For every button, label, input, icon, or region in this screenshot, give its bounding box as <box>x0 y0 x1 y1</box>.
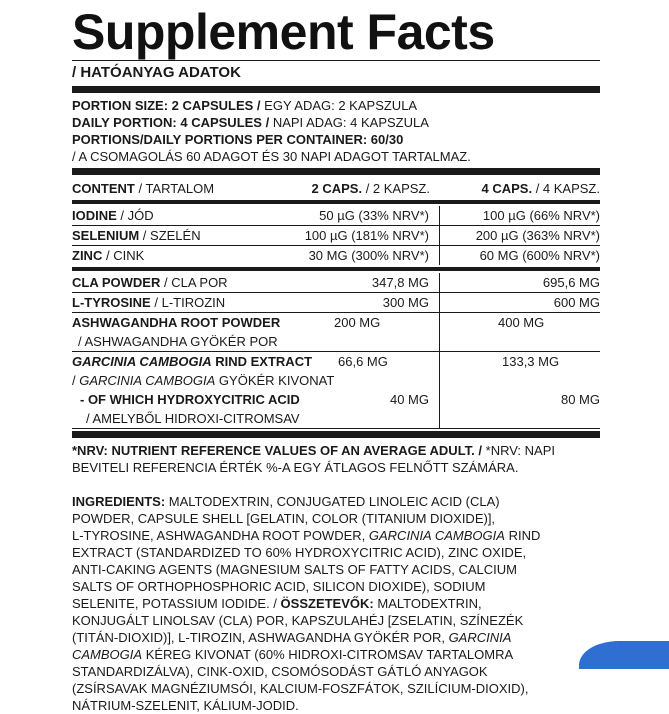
nutrient-name: SELENIUM <box>72 228 140 243</box>
nutrient-name-hu: / ASHWAGANDHA GYÖKÉR POR <box>78 334 278 349</box>
nutrient-name-hu: / SZELÉN <box>142 228 201 243</box>
content-hu: / TARTALOM <box>138 181 215 196</box>
ingredients-text: KÉREG KIVONAT (60% HIDROXI-CITROMSAV TARTALOMRA <box>145 647 514 662</box>
table-row-sub <box>72 409 600 428</box>
nutrient-name-hu-italic: GARCINIA CAMBOGIA <box>79 373 216 388</box>
value-4-caps: 200 µG (363% NRV*) <box>475 228 600 243</box>
table-row-group <box>72 313 600 352</box>
value-2-caps: 347,8 MG <box>286 273 440 292</box>
ingredients-text: SELENITE, POTASSIUM IODIDE. / <box>72 596 277 611</box>
nutrient-name-italic: GARCINIA CAMBOGIA <box>72 354 212 369</box>
portion-size-en: PORTION SIZE: 2 CAPSULES / <box>72 98 261 113</box>
per-container-hu: / A CSOMAGOLÁS 60 ADAGOT ÉS 30 NAPI ADAGOT TARTALMAZ. <box>72 149 471 164</box>
nutrient-name-hu: / L-TIROZIN <box>154 295 226 310</box>
nutrient-name-hu: / CINK <box>105 248 145 263</box>
nutrient-name-hu: / JÓD <box>120 208 154 223</box>
nutrient-name: RIND EXTRACT <box>215 354 313 369</box>
value-4-caps: 60 MG (600% NRV*) <box>479 248 600 263</box>
value-2-caps: 50 µG (33% NRV*) <box>286 206 440 225</box>
ingredients-label: INGREDIENTS: <box>72 494 166 509</box>
ingredients-text: (TITÁN-DIOXID)], L-TIROZIN, ASHWAGANDHA GYÖKÉR POR, <box>72 630 445 645</box>
per-container-en: PORTIONS/DAILY PORTIONS PER CONTAINER: 60/30 <box>72 132 404 147</box>
ingredients-text-italic: CAMBOGIA <box>72 647 143 662</box>
nutrient-name: ZINC <box>72 248 103 263</box>
nutrient-name-hu: / CLA POR <box>163 275 228 290</box>
ingredients-text: KONJUGÁLT LINOLSAV (CLA) POR, KAPSZULAHÉJ [ZSELATIN, SZÍNEZÉK <box>72 613 524 628</box>
table-row-group <box>72 352 600 429</box>
ingredients-text-italic: GARCINIA <box>448 630 512 645</box>
table-header <box>72 179 600 198</box>
value-2-caps: 100 µG (181% NRV*) <box>286 226 440 245</box>
ingredients-text: ANTI-CAKING AGENTS (MAGNESIUM SALTS OF FATTY ACIDS, CALCIUM <box>72 562 517 577</box>
col2-hu: / 2 KAPSZ. <box>365 181 430 196</box>
daily-portion-line <box>72 114 600 131</box>
nutrient-name: ASHWAGANDHA ROOT POWDER <box>72 315 281 330</box>
subtitle: / HATÓANYAG ADATOK <box>72 64 241 81</box>
table-row <box>72 206 600 226</box>
ingredients-text: STANDARDIZÁLVA), CINK-OXID, CSOMÓSODÁST GÁTLÓ ANYAGOK <box>72 664 488 679</box>
table-row-sub <box>72 371 600 390</box>
value-4-caps: 80 MG <box>560 392 600 407</box>
ingredients-text-italic: GARCINIA CAMBOGIA <box>368 528 505 543</box>
supplement-facts-panel <box>72 0 600 714</box>
divider-thick <box>72 431 600 438</box>
nrv-note <box>72 442 600 459</box>
nrv-note-hu-line2: BEVITELI REFERENCIA ÉRTÉK %-A EGY ÁTLAGOS FELNŐTT SZÁMÁRA. <box>72 460 519 475</box>
value-2-caps: 300 MG <box>286 293 440 312</box>
value-4-caps: 100 µG (66% NRV*) <box>482 208 600 223</box>
table-row <box>72 352 600 371</box>
daily-portion-en: DAILY PORTION: 4 CAPSULES / <box>72 115 270 130</box>
table-row <box>72 390 600 409</box>
daily-portion-hu: NAPI ADAG: 4 KAPSZULA <box>272 115 429 130</box>
divider-thick <box>72 86 600 93</box>
value-2-caps: 30 MG (300% NRV*) <box>286 246 440 265</box>
nutrient-name: - OF WHICH HYDROXYCITRIC ACID <box>80 392 300 407</box>
divider-thick <box>72 168 600 175</box>
value-4-caps: 133,3 MG <box>502 354 560 369</box>
table-row <box>72 246 600 265</box>
value-2-caps: 40 MG <box>286 390 440 409</box>
ingredients-block <box>72 493 600 714</box>
value-4-caps: 600 MG <box>553 295 600 310</box>
portion-size-hu: EGY ADAG: 2 KAPSZULA <box>264 98 418 113</box>
value-2-caps: 200 MG <box>286 313 440 332</box>
value-4-caps: 400 MG <box>498 315 545 330</box>
col3-hu: / 4 KAPSZ. <box>535 181 600 196</box>
content-en: CONTENT <box>72 181 135 196</box>
ingredients-text: MALTODEXTRIN, <box>377 596 482 611</box>
value-2-caps: 66,6 MG <box>286 352 440 371</box>
ingredients-text: (ZSÍRSAVAK MAGNÉZIUMSÓI, KALCIUM-FOSZFÁTOK, SZILÍCIUM-DIOXID), <box>72 681 529 696</box>
ingredients-text: SALTS OF ORTHOPHOSPHORIC ACID, SILICON DIOXIDE), SODIUM <box>72 579 486 594</box>
divider-mid <box>72 267 600 271</box>
divider-mid <box>72 200 600 204</box>
nrv-note-en: *NRV: NUTRIENT REFERENCE VALUES OF AN AVERAGE ADULT. / <box>72 443 483 458</box>
table-row <box>72 293 600 313</box>
table-row-sub <box>72 332 600 351</box>
portion-size-line <box>72 97 600 114</box>
ingredients-text: NÁTRIUM-SZELENIT, KÁLIUM-JODID. <box>72 698 299 713</box>
table-row <box>72 226 600 246</box>
nutrient-name: CLA POWDER <box>72 275 161 290</box>
nutrient-name-hu: / AMELYBŐL HIDROXI-CITROMSAV <box>86 411 300 426</box>
table-row <box>72 313 600 332</box>
nutrient-name: L-TYROSINE <box>72 295 151 310</box>
ingredients-text: POWDER, CAPSULE SHELL [GELATIN, COLOR (TITANIUM DIOXIDE)], <box>72 511 496 526</box>
nutrient-name-hu: GYÖKÉR KIVONAT <box>218 373 335 388</box>
divider <box>72 60 600 61</box>
slash: / <box>72 373 76 388</box>
value-4-caps: 695,6 MG <box>542 275 600 290</box>
table-row <box>72 273 600 293</box>
page-title: Supplement Facts <box>72 4 495 60</box>
nutrient-name: IODINE <box>72 208 117 223</box>
ingredients-label-hu: ÖSSZETEVŐK: <box>280 596 374 611</box>
ingredients-text: L-TYROSINE, ASHWAGANDHA ROOT POWDER, <box>72 528 366 543</box>
col3-en: 4 CAPS. <box>481 181 533 196</box>
ingredients-text: MALTODEXTRIN, CONJUGATED LINOLEIC ACID (CLA) <box>168 494 500 509</box>
ingredients-text: RIND <box>508 528 541 543</box>
col2-en: 2 CAPS. <box>311 181 363 196</box>
nrv-note-hu: *NRV: NAPI <box>485 443 555 458</box>
ingredients-text: EXTRACT (STANDARDIZED TO 60% HYDROXYCITRIC ACID), ZINC OXIDE, <box>72 545 527 560</box>
